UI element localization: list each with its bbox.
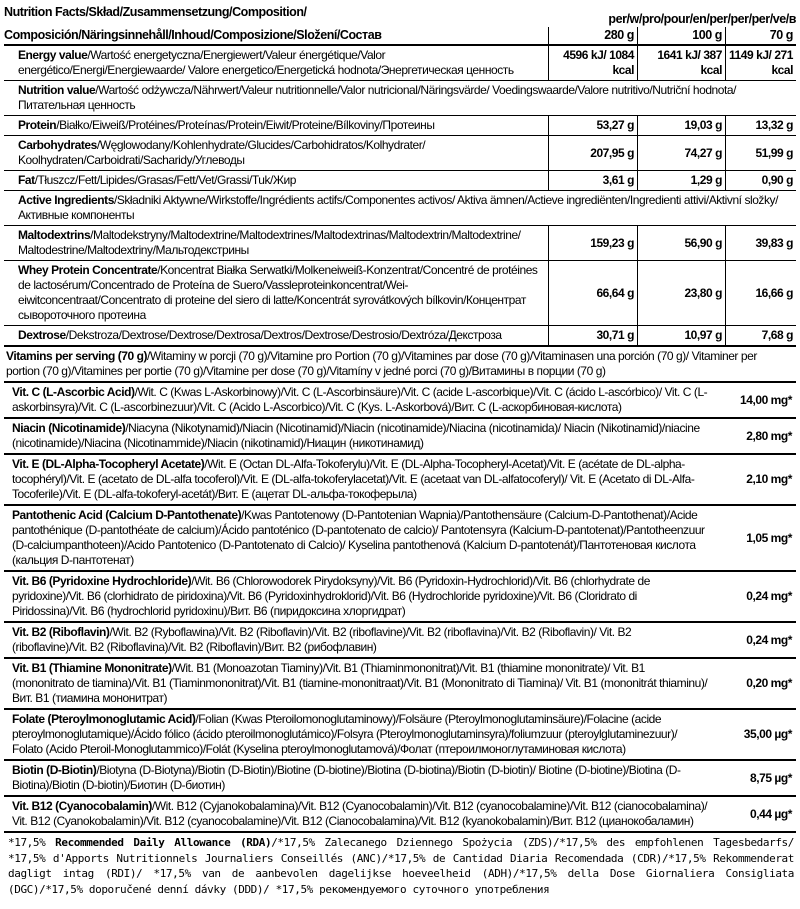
energy-100g: 1641 kJ/ 387 kcal xyxy=(637,46,725,80)
nutrition-value-row xyxy=(4,81,796,116)
vitamin-label: Vit. B2 (Riboflavin)/Wit. B2 (Ryboflawina)/Vit. B2 (Riboflavin)/Vit. B2 (riboflavine)/Vit. B2 (riboflavina)/Vit. B2 (Riboflavin)/ Vit. B2 (riboflavine)/Vit. B2 (Riboflavina)/Vit. B2 (Riboflavin)/Вит. B2 (рибофлавин) xyxy=(12,625,632,654)
vitamin-value: 0,24 mg* xyxy=(746,589,792,603)
maltodextrins-70g: 39,83 g xyxy=(725,226,796,260)
carbohydrates-label: Carbohydrates/Węglowodany/Kohlenhydrate/Glucides/Carbohidratos/Kolhydrater/ Koolhydraten/Carboidrati/Sacharidy/Углеводы xyxy=(18,138,426,167)
table-title-line1: Nutrition Facts/Skład/Zusammensetzung/Composition/ xyxy=(4,5,307,19)
vitamins-header: Vitamins per serving (70 g)/Witaminy w porcji (70 g)/Vitamine pro Portion (70 g)/Vitamines par dose (70 g)/Vitaminasen una porción (70 g)/ Vitaminer per portion (70 g)/Vitamines per portie (70 g)/Vitamine per dose (70 g)/Vitamíny v jedné porci (70 g)/Витамины в порции (70 g) xyxy=(4,347,796,383)
nutrition-value-label: Nutrition value/Wartość odżywcza/Nährwert/Valeur nutritionnelle/Valor nutricional/Näringsvärde/ Voedingswaarde/Valore nutritivo/Nutriční hodnota/Питательная ценность xyxy=(18,83,737,112)
vitamin-row xyxy=(4,572,796,623)
vitamin-row xyxy=(4,506,796,572)
vitamin-value: 2,10 mg* xyxy=(746,472,792,486)
table-header xyxy=(4,4,796,27)
energy-row xyxy=(4,46,796,81)
vitamin-label: Vit. C (L-Ascorbic Acid)/Wit. C (Kwas L-Askorbinowy)/Vit. C (L-Ascorbinsäure)/Vit. C (acide L-ascorbique)/Vit. C (ácido L-ascórbico)/ Vit. C (L-askorbinsyra)/Vit. C (L-ascorbinezuur)/Vit. C (Acido L-Ascorbico)/Vit. C (Kys. L-Askorbová)/Вит. C (L-аскорбиновая-кислота) xyxy=(12,385,708,414)
fat-100g: 1,29 g xyxy=(637,171,725,190)
maltodextrins-row xyxy=(4,226,796,261)
column-100g: 100 g xyxy=(637,27,725,44)
vitamin-value: 14,00 mg* xyxy=(740,392,792,407)
whey-protein-row xyxy=(4,261,796,326)
active-ingredients-row xyxy=(4,191,796,226)
maltodextrins-280g: 159,23 g xyxy=(548,226,637,260)
vitamin-label: Pantothenic Acid (Calcium D-Pantothenate)/Kwas Pantotenowy (D-Pantotenian Wapnia)/Pantothensäure (Calcium-D-Pantothenat)/Acide pantothénique (D-pantothéate de calcium)/Ácido pantoténico (D-pantotenato de calcio)/ Pantotensyra (Kalcium-D-pantotenat)/Pantotheenzuur (D-calciumpanthoteen)/Acido Pantotenico (D-Pantotenato di Calcio)/ Kyselina pantothenová (Kalcium D-pantotenát)/Пантотеновая кислота (кальция D-пантотенат) xyxy=(12,508,705,567)
carbohydrates-280g: 207,95 g xyxy=(548,136,637,170)
dextrose-row xyxy=(4,326,796,347)
whey-protein-70g: 16,66 g xyxy=(725,261,796,325)
column-70g: 70 g xyxy=(725,27,796,44)
nutrition-facts-table xyxy=(4,0,796,897)
whey-protein-100g: 23,80 g xyxy=(637,261,725,325)
vitamin-label: Vit. E (DL-Alpha-Tocopheryl Acetate)/Wit. E (Octan DL-Alfa-Tokoferylu)/Vit. E (DL-Alpha-Tocopheryl-Acetat)/Vit. E (acétate de DL-alpha-tocophéryl)/Vit. E (acetato de DL-alfa tocoferol)/Vit. E (DL-alfa-tokoferylacetat)/Vit. E (acetaat van DL-alfatocoferyl)/ Vit. E (Acetato di DL-Alfa-Tocoferile)/Vit. E (DL-alfa-tokoferyl-acetát)/Вит. E (ацетат DL-альфа-токоферыла) xyxy=(12,457,695,501)
dextrose-100g: 10,97 g xyxy=(637,326,725,345)
vitamin-label: Biotin (D-Biotin)/Biotyna (D-Biotyna)/Biotin (D-Biotin)/Biotine (D-biotine)/Biotina (D-biotina)/Biotin (D-biotin)/ Biotine (D-biotine)/Biotina (D-Biotina)/Biotin (D-biotin)/Биотин (D-биотин) xyxy=(12,763,681,792)
energy-70g: 1149 kJ/ 271 kcal xyxy=(725,46,796,80)
fat-280g: 3,61 g xyxy=(548,171,637,190)
vitamin-value: 8,75 µg* xyxy=(749,770,792,785)
vitamin-value: 35,00 µg* xyxy=(743,727,792,741)
fat-row xyxy=(4,171,796,191)
maltodextrins-label: Maltodextrins/Maltodekstryny/Maltodextrine/Maltodextrines/Maltodextrinas/Maltodextrin/Maltodextrine/ Maltodestrine/Maltodextriny/Мальтодекстрины xyxy=(18,228,521,257)
vitamin-row xyxy=(4,419,796,455)
vitamin-row xyxy=(4,455,796,506)
protein-row xyxy=(4,116,796,136)
vitamin-value: 1,05 mg* xyxy=(746,530,792,545)
vitamin-row xyxy=(4,659,796,710)
active-ingredients-label: Active Ingredients/Składniki Aktywne/Wirkstoffe/Ingrédients actifs/Componentes activos/ Aktiva ämnen/Actieve ingrediënten/Ingredienti attivi/Aktivní složky/Активные компоненты xyxy=(18,193,778,222)
maltodextrins-100g: 56,90 g xyxy=(637,226,725,260)
dextrose-70g: 7,68 g xyxy=(725,326,796,345)
vitamin-row xyxy=(4,797,796,833)
carbohydrates-100g: 74,27 g xyxy=(637,136,725,170)
carbohydrates-row xyxy=(4,136,796,171)
energy-label: Energy value/Wartość energetyczna/Energiewert/Valeur énergétique/Valor energético/Energi/Energiewaarde/ Valore energetico/Energetická hodnota/Энергетическая ценность xyxy=(18,48,514,77)
fat-70g: 0,90 g xyxy=(725,171,796,190)
vitamin-value: 0,20 mg* xyxy=(746,676,792,690)
column-280g: 280 g xyxy=(548,27,637,44)
vitamin-value: 0,44 µg* xyxy=(749,806,792,821)
vitamin-row xyxy=(4,710,796,761)
fat-label: Fat/Tłuszcz/Fett/Lipides/Grasas/Fett/Vet/Grassi/Tuk/Жир xyxy=(18,173,297,187)
protein-100g: 19,03 g xyxy=(637,116,725,135)
table-title-line2: Composición/Näringsinnehåll/Inhoud/Composizione/Složení/Состав xyxy=(4,28,382,42)
protein-280g: 53,27 g xyxy=(548,116,637,135)
protein-70g: 13,32 g xyxy=(725,116,796,135)
vitamin-label: Vit. B6 (Pyridoxine Hydrochloride)/Wit. B6 (Chlorowodorek Pirydoksyny)/Vit. B6 (Pyridoxin-Hydrochlorid)/Vit. B6 (chlorhydrate de pyridoxine)/Vit. B6 (clorhidrato de piridoxina)/Vit. B6 (Pyridoxinhydroklorid)/Vit. B6 (Hydrochloride pyridoxine)/Vit. B6 (Cloridrato di Piridossina)/Vit. B6 (hydrochlorid pyridoxinu)/Вит. B6 (пиридоксина хлоргидрат) xyxy=(12,574,650,618)
vitamin-value: 0,24 mg* xyxy=(746,632,792,647)
vitamin-label: Niacin (Nicotinamide)/Niacyna (Nikotynamid)/Niacin (Nicotinamid)/Niacin (nicotinamide)/Niacina (nicotinamida)/ Niacin (Nikotinamid)/niacine (nicotinamide)/Niacina (Nicotinammide)/Niacin (nikotinamid)/Ниацин (никотинамид) xyxy=(12,421,700,450)
per-label: per/w/pro/pour/en/per/per/per/ve/в xyxy=(608,12,796,26)
whey-protein-label: Whey Protein Concentrate/Koncentrat Białka Serwatki/Molkeneiweiß-Konzentrat/Concentré de protéines de lactosérum/Concentrado de Proteína de Suero/Vassleproteinkoncentrat/Wei-eiwitconcentraat/Concentrato di proteine del siero di latte/Koncentrát syrovátkových bílkovin/Концентрат сывороточного протеина xyxy=(18,263,538,322)
vitamin-label: Folate (Pteroylmonoglutamic Acid)/Folian (Kwas Pteroilomonoglutaminowy)/Folsäure (Pteroylmonoglutaminsäure)/Folacine (acide pteroylmonoglutamique)/Ácido fólico (ácido pteroilmonoglutámico)/Folsyra (Pteroylmonoglutaminsyra)/foliumzuur (pteroylglutaminezuur)/ Folato (Acido Pteroil-Monoglutammico)/Folát (Kyselina pteroylmonoglutamová)/Фолат (птероилмоноглутаминовая кислота) xyxy=(12,712,678,756)
vitamin-value: 2,80 mg* xyxy=(746,428,792,443)
vitamin-label: Vit. B12 (Cyanocobalamin)/Wit. B12 (Cyjanokobalamina)/Vit. B12 (Cyanocobalamin)/Vit. B12 (cyanocobalamine)/Vit. B12 (cianocobalamina)/ Vit. B12 (Cyanokobalamin)/Vit. B12 (cyanocobalamine)/Vit. B12 (Cianocobalamina)/Vit. B12 (kyanokobalamin)/Вит. B12 (цианокобаламин) xyxy=(12,799,708,828)
footnote: *17,5% Recommended Daily Allowance (RDA)/*17,5% Zalecanego Dziennego Spożycia (ZDS)/*17,5% des empfohlenen Tagesbedarfs/ *17,5% d'Apports Nutritionnels Journaliers Conseillés (ANC)/*17,5% de Cantidad Diaria Recomendada (CDR)/*17,5% Rekommenderat dagligt intag (RDI)/ *17,5% van de aanbevolen dagelijkse hoeveelheid (ADH)/*17,5% della Dose Giornaliera Consigliata (DGC)/*17,5% doporučené denní dávky (DDD)/ *17,5% рекомендуемого суточного употребления xyxy=(8,836,794,896)
dextrose-label: Dextrose/Dekstroza/Dextrose/Dextrose/Dextrosa/Dextros/Dextrose/Destrosio/Dextróza/Декстроза xyxy=(18,328,502,342)
vitamin-label: Vit. B1 (Thiamine Mononitrate)/Wit. B1 (Monoazotan Tiaminy)/Vit. B1 (Thiaminmononitrat)/Vit. B1 (thiamine mononitrate)/ Vit. B1 (mononitrato de tiamina)/Vit. B1 (Tiaminmononitrat)/Vit. B1 (tiamine-mononitraat)/Vit. B1 (Mononitrato di Tiamina)/ Vit. B1 (mononitrát thiaminu)/Вит. B1 (тиамина мононитрат) xyxy=(12,661,708,705)
energy-280g: 4596 kJ/ 1084 kcal xyxy=(548,46,637,80)
vitamin-row xyxy=(4,383,796,419)
vitamin-list xyxy=(4,383,796,833)
vitamin-row xyxy=(4,623,796,659)
vitamin-row xyxy=(4,761,796,797)
whey-protein-280g: 66,64 g xyxy=(548,261,637,325)
table-header-columns xyxy=(4,27,796,46)
dextrose-280g: 30,71 g xyxy=(548,326,637,345)
carbohydrates-70g: 51,99 g xyxy=(725,136,796,170)
protein-label: Protein/Białko/Eiweiß/Protéines/Proteínas/Protein/Eiwit/Proteine/Bílkoviny/Протеины xyxy=(18,118,435,132)
